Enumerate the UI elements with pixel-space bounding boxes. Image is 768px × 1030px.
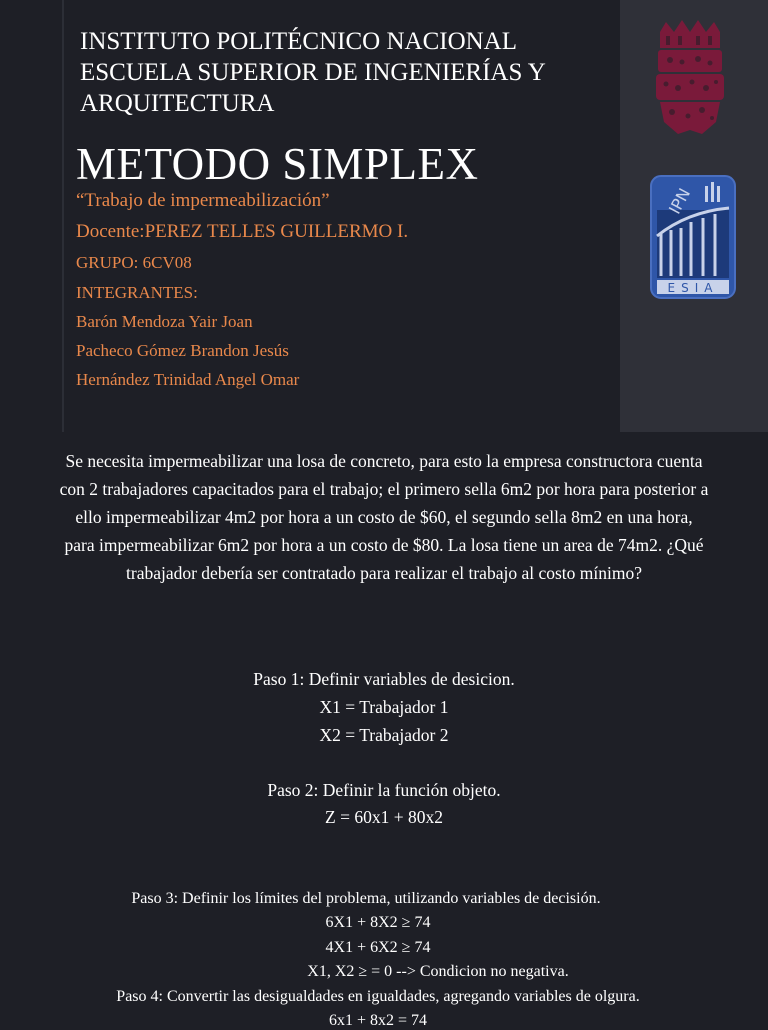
member-name: Hernández Trinidad Angel Omar (76, 370, 300, 389)
paso3-line: X1, X2 ≥ = 0 --> Condicion no negativa. (307, 963, 569, 980)
paso2-title: Paso 2: Definir la función objeto. (267, 780, 501, 800)
paso1-title: Paso 1: Definir variables de desicion. (253, 669, 515, 689)
paso3-line: 4X1 + 6X2 ≥ 74 (325, 939, 431, 956)
paso2-line: Z = 60x1 + 80x2 (325, 807, 443, 827)
paso1-line: X1 = Trabajador 1 (319, 697, 449, 717)
paso3-title: Paso 3: Definir los límites del problema, utilizando variables de decisión. (131, 890, 601, 907)
docente: Docente:PEREZ TELLES GUILLERMO I. (76, 221, 409, 242)
title-slide (0, 0, 768, 432)
paso4-line: 6x1 + 8x2 = 74 (328, 1012, 428, 1029)
esia-logo-bottom-text: ESIA (667, 281, 719, 295)
grupo: GRUPO: 6CV08 (76, 253, 192, 272)
problem-line: con 2 trabajadores capacitados para el trabajo; el primero sella 6m2 por hora para posterior a (59, 479, 709, 499)
member-name: Pacheco Gómez Brandon Jesús (76, 341, 289, 360)
member-name: Barón Mendoza Yair Joan (76, 312, 253, 331)
institution-name (80, 26, 620, 119)
problem-line: ello impermeabilizar 4m2 por hora a un costo de $60, el segundo sella 8m2 en una hora, (75, 507, 693, 527)
integrantes-label: INTEGRANTES: (76, 283, 198, 302)
paso3-line: 6X1 + 8X2 ≥ 74 (325, 914, 431, 931)
institution-line: INSTITUTO POLITÉCNICO NACIONAL (80, 28, 517, 55)
ipn-seal-logo (652, 18, 728, 138)
paso4-title: Paso 4: Convertir las desigualdades en igualdades, agregando variables de olgura. (116, 988, 640, 1005)
problem-line: para impermeabilizar 6m2 por hora a un costo de $80. La losa tiene un area de 74m2. ¿Qué (64, 535, 704, 555)
esia-logo-top-text: IPN (664, 184, 695, 218)
subtitle: “Trabajo de impermeabilización” (76, 190, 330, 211)
problem-line: trabajador debería ser contratado para realizar el trabajo al costo mínimo? (126, 563, 642, 583)
problem-statement (8, 447, 760, 587)
esia-logo (647, 172, 739, 302)
document-title: METODO SIMPLEX (76, 139, 479, 189)
institution-line: ESCUELA SUPERIOR DE INGENIERÍAS Y (80, 59, 546, 86)
institution-line: ARQUITECTURA (80, 90, 275, 117)
problem-line: Se necesita impermeabilizar una losa de concreto, para esto la empresa constructora cuenta (65, 451, 703, 471)
divider-line (62, 0, 64, 432)
paso1-line: X2 = Trabajador 2 (319, 725, 449, 745)
